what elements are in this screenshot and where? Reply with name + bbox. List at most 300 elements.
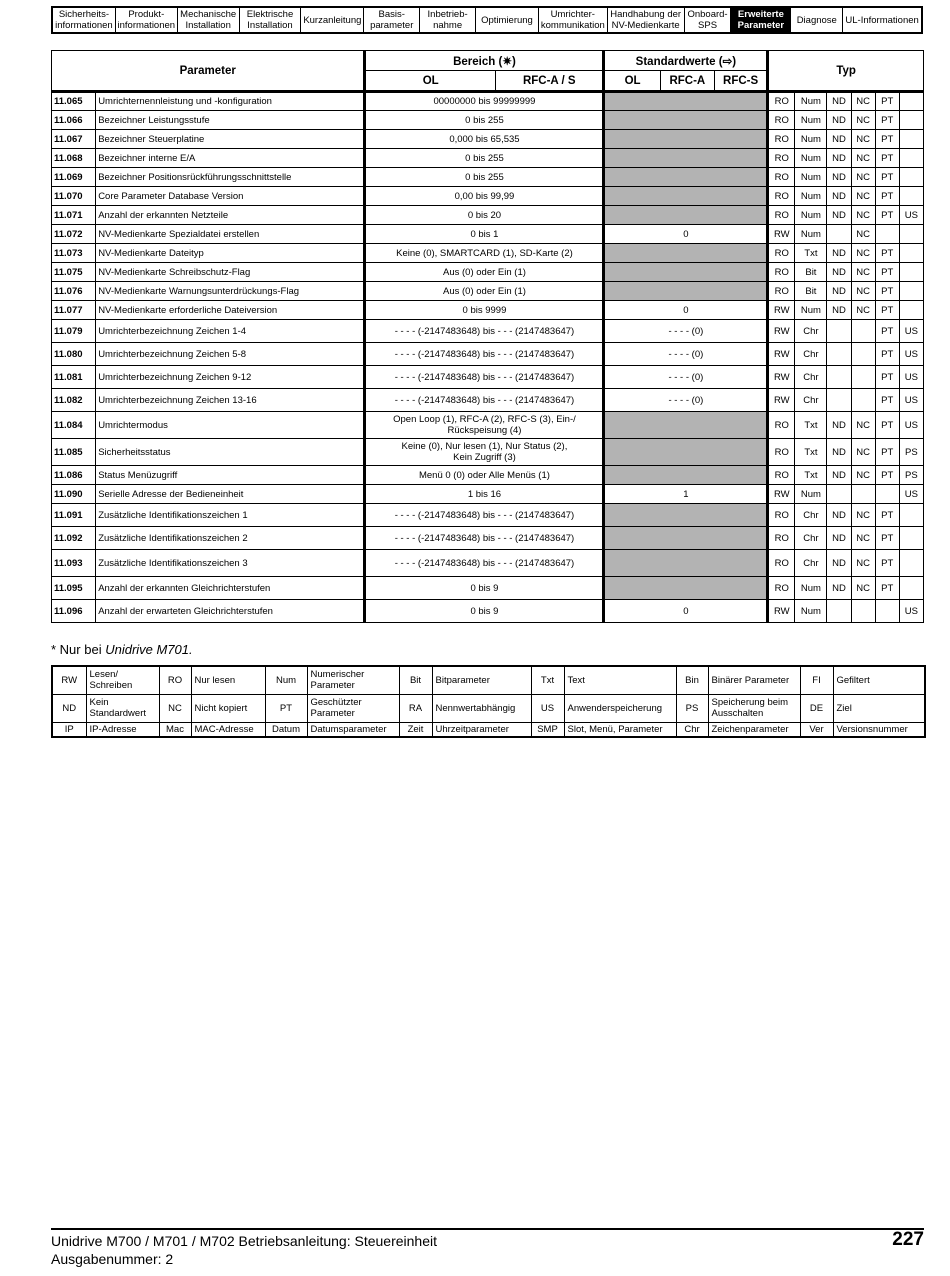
- type-flag: [851, 343, 875, 366]
- type-flag: PT: [875, 550, 899, 577]
- parameter-range: 0 bis 9: [365, 600, 604, 623]
- type-flag: RO: [768, 206, 795, 225]
- default-unavailable: [604, 168, 768, 187]
- type-flag: PT: [875, 111, 899, 130]
- table-row: [52, 343, 924, 366]
- parameter-id: 11.082: [52, 389, 96, 412]
- type-flag: Chr: [795, 550, 827, 577]
- page-number: 227: [892, 1229, 924, 1250]
- type-flag: US: [899, 343, 923, 366]
- legend-abbreviation: Datum: [265, 722, 307, 737]
- parameter-range: 0,000 bis 65,535: [365, 130, 604, 149]
- header-typ: Typ: [768, 51, 924, 92]
- parameter-name: Umrichterbezeichnung Zeichen 9-12: [96, 366, 365, 389]
- type-flag: US: [899, 366, 923, 389]
- legend-description: MAC-Adresse: [191, 722, 265, 737]
- type-flag: US: [899, 206, 923, 225]
- parameter-id: 11.075: [52, 263, 96, 282]
- type-flag: US: [899, 412, 923, 439]
- parameter-range: Aus (0) oder Ein (1): [365, 263, 604, 282]
- nav-tab[interactable]: Produkt- informationen: [116, 8, 178, 32]
- type-flag: [827, 389, 851, 412]
- legend-description: Gefiltert: [833, 666, 925, 694]
- legend-abbreviation: Bit: [399, 666, 432, 694]
- parameter-id: 11.084: [52, 412, 96, 439]
- type-flag: NC: [851, 168, 875, 187]
- table-row: [52, 301, 924, 320]
- type-flag: RO: [768, 168, 795, 187]
- type-flag: RO: [768, 412, 795, 439]
- parameter-range: Aus (0) oder Ein (1): [365, 282, 604, 301]
- parameter-default: 0: [604, 600, 768, 623]
- table-row: [52, 439, 924, 466]
- nav-tab[interactable]: Erweiterte Parameter: [731, 8, 791, 32]
- type-flag: [827, 343, 851, 366]
- legend-description: Uhrzeitparameter: [432, 722, 531, 737]
- type-flag: ND: [827, 301, 851, 320]
- type-flag: Num: [795, 225, 827, 244]
- parameter-default: 0: [604, 225, 768, 244]
- type-flag: RW: [768, 320, 795, 343]
- type-flag: RO: [768, 282, 795, 301]
- type-flag: NC: [851, 130, 875, 149]
- type-flag: Num: [795, 130, 827, 149]
- type-flag: [899, 130, 923, 149]
- default-unavailable: [604, 187, 768, 206]
- type-flag: [875, 225, 899, 244]
- nav-tab[interactable]: Diagnose: [791, 8, 843, 32]
- type-flag: RO: [768, 187, 795, 206]
- parameter-range: 0 bis 255: [365, 149, 604, 168]
- type-flag: RO: [768, 149, 795, 168]
- type-flag: US: [899, 320, 923, 343]
- type-flag: PT: [875, 301, 899, 320]
- type-flag: PT: [875, 412, 899, 439]
- legend-abbreviation: Chr: [676, 722, 708, 737]
- table-row: [52, 149, 924, 168]
- parameter-id: 11.080: [52, 343, 96, 366]
- type-flag: Txt: [795, 412, 827, 439]
- type-flag: RW: [768, 343, 795, 366]
- legend-abbreviation: Bin: [676, 666, 708, 694]
- parameter-name: Anzahl der erwarteten Gleichrichterstufen: [96, 600, 365, 623]
- parameter-range: - - - - (-2147483648) bis - - - (2147483647): [365, 550, 604, 577]
- nav-tab[interactable]: Elektrische Installation: [240, 8, 302, 32]
- parameter-range: - - - - (-2147483648) bis - - - (2147483647): [365, 366, 604, 389]
- default-unavailable: [604, 412, 768, 439]
- type-flag: RO: [768, 504, 795, 527]
- header-default-rfc-a: RFC-A: [660, 71, 714, 92]
- chapter-navigation: [51, 6, 923, 34]
- parameter-range: Keine (0), SMARTCARD (1), SD-Karte (2): [365, 244, 604, 263]
- type-flag: ND: [827, 504, 851, 527]
- type-flag: RO: [768, 92, 795, 111]
- type-flag: [899, 225, 923, 244]
- parameter-id: 11.067: [52, 130, 96, 149]
- parameter-default: - - - - (0): [604, 389, 768, 412]
- type-flag: RO: [768, 527, 795, 550]
- legend-abbreviation: ND: [52, 694, 86, 722]
- parameter-name: Bezeichner interne E/A: [96, 149, 365, 168]
- header-default-ol: OL: [604, 71, 660, 92]
- parameter-default: 1: [604, 485, 768, 504]
- type-flag: ND: [827, 412, 851, 439]
- legend-description: Nennwertabhängig: [432, 694, 531, 722]
- table-row: [52, 485, 924, 504]
- nav-tab[interactable]: Onboard- SPS: [685, 8, 732, 32]
- parameter-range: 0,00 bis 99,99: [365, 187, 604, 206]
- parameter-default: 0: [604, 301, 768, 320]
- table-row: [52, 412, 924, 439]
- parameter-name: Zusätzliche Identifikationszeichen 2: [96, 527, 365, 550]
- default-unavailable: [604, 149, 768, 168]
- parameter-name: NV-Medienkarte Spezialdatei erstellen: [96, 225, 365, 244]
- parameter-name: NV-Medienkarte erforderliche Dateiversion: [96, 301, 365, 320]
- parameter-range: Menü 0 (0) oder Alle Menüs (1): [365, 466, 604, 485]
- legend-abbreviation: PT: [265, 694, 307, 722]
- type-flag: [827, 600, 851, 623]
- footer-rule: [51, 1228, 924, 1230]
- legend-abbreviation: SMP: [531, 722, 564, 737]
- type-flag: Chr: [795, 504, 827, 527]
- type-flag: ND: [827, 577, 851, 600]
- parameter-id: 11.077: [52, 301, 96, 320]
- type-flag: [827, 366, 851, 389]
- legend-abbreviation: RA: [399, 694, 432, 722]
- parameter-id: 11.086: [52, 466, 96, 485]
- type-flag: PT: [875, 439, 899, 466]
- legend-abbreviation: NC: [159, 694, 191, 722]
- type-flag: ND: [827, 111, 851, 130]
- type-flag: PT: [875, 92, 899, 111]
- parameter-range: - - - - (-2147483648) bis - - - (2147483647): [365, 389, 604, 412]
- type-flag: RW: [768, 389, 795, 412]
- parameter-id: 11.072: [52, 225, 96, 244]
- type-flag: Txt: [795, 244, 827, 263]
- type-flag: RW: [768, 600, 795, 623]
- type-flag: NC: [851, 527, 875, 550]
- parameter-range: 0 bis 255: [365, 168, 604, 187]
- parameter-id: 11.065: [52, 92, 96, 111]
- table-row: [52, 504, 924, 527]
- type-flag: ND: [827, 187, 851, 206]
- legend-abbreviation: Zeit: [399, 722, 432, 737]
- nav-tab[interactable]: Handhabung der NV-Medienkarte: [608, 8, 685, 32]
- table-row: [52, 466, 924, 485]
- type-flag: Txt: [795, 439, 827, 466]
- footer-issue: Ausgabenummer: 2: [51, 1251, 174, 1267]
- parameter-default: - - - - (0): [604, 366, 768, 389]
- nav-tab[interactable]: Sicherheits- informationen: [53, 8, 116, 32]
- type-flag: NC: [851, 111, 875, 130]
- type-flag: Num: [795, 187, 827, 206]
- parameter-name: Umrichternennleistung und -konfiguration: [96, 92, 365, 111]
- type-flag: Chr: [795, 366, 827, 389]
- parameter-name: NV-Medienkarte Dateityp: [96, 244, 365, 263]
- type-flag: NC: [851, 263, 875, 282]
- type-flag: Num: [795, 111, 827, 130]
- table-row: [52, 600, 924, 623]
- parameter-range: - - - - (-2147483648) bis - - - (2147483647): [365, 343, 604, 366]
- parameter-default: - - - - (0): [604, 320, 768, 343]
- type-flag: [875, 485, 899, 504]
- legend-abbreviation: RO: [159, 666, 191, 694]
- type-flag: Num: [795, 301, 827, 320]
- type-flag: Num: [795, 600, 827, 623]
- type-flag: Bit: [795, 282, 827, 301]
- legend-table: [51, 665, 926, 738]
- table-row: [52, 244, 924, 263]
- nav-tab[interactable]: Mechanische Installation: [178, 8, 240, 32]
- parameter-id: 11.090: [52, 485, 96, 504]
- parameter-id: 11.076: [52, 282, 96, 301]
- default-unavailable: [604, 206, 768, 225]
- type-flag: PT: [875, 577, 899, 600]
- legend-description: Ziel: [833, 694, 925, 722]
- type-flag: ND: [827, 439, 851, 466]
- type-flag: PT: [875, 130, 899, 149]
- type-flag: US: [899, 485, 923, 504]
- table-row: [52, 168, 924, 187]
- parameter-id: 11.081: [52, 366, 96, 389]
- type-flag: [851, 485, 875, 504]
- type-flag: NC: [851, 466, 875, 485]
- table-row: [52, 206, 924, 225]
- default-unavailable: [604, 282, 768, 301]
- nav-tab[interactable]: Umrichter- kommunikation: [539, 8, 608, 32]
- header-parameter: Parameter: [52, 51, 365, 92]
- legend-abbreviation: DE: [800, 694, 833, 722]
- type-flag: ND: [827, 149, 851, 168]
- type-flag: RO: [768, 439, 795, 466]
- parameter-id: 11.096: [52, 600, 96, 623]
- type-flag: PT: [875, 187, 899, 206]
- type-flag: NC: [851, 504, 875, 527]
- default-unavailable: [604, 466, 768, 485]
- nav-tab[interactable]: Kurzanleitung: [301, 8, 364, 32]
- legend-description: Datumsparameter: [307, 722, 399, 737]
- legend-description: Nicht kopiert: [191, 694, 265, 722]
- type-flag: NC: [851, 149, 875, 168]
- legend-abbreviation: FI: [800, 666, 833, 694]
- type-flag: Chr: [795, 527, 827, 550]
- type-flag: PT: [875, 389, 899, 412]
- type-flag: NC: [851, 244, 875, 263]
- default-unavailable: [604, 92, 768, 111]
- parameter-range: 0 bis 9: [365, 577, 604, 600]
- parameter-name: Zusätzliche Identifikationszeichen 1: [96, 504, 365, 527]
- type-flag: Chr: [795, 389, 827, 412]
- parameter-id: 11.073: [52, 244, 96, 263]
- parameter-id: 11.095: [52, 577, 96, 600]
- legend-description: Numerischer Parameter: [307, 666, 399, 694]
- type-flag: Num: [795, 206, 827, 225]
- legend-description: Lesen/ Schreiben: [86, 666, 159, 694]
- type-flag: [827, 225, 851, 244]
- parameter-name: Umrichterbezeichnung Zeichen 1-4: [96, 320, 365, 343]
- parameter-range: 0 bis 1: [365, 225, 604, 244]
- parameter-range: 0 bis 20: [365, 206, 604, 225]
- type-flag: [899, 282, 923, 301]
- parameter-id: 11.066: [52, 111, 96, 130]
- legend-description: IP-Adresse: [86, 722, 159, 737]
- type-flag: NC: [851, 550, 875, 577]
- nav-tab[interactable]: Inbetrieb- nahme: [420, 8, 476, 32]
- type-flag: PT: [875, 527, 899, 550]
- footnote-text: * Nur bei: [51, 642, 106, 657]
- type-flag: [851, 600, 875, 623]
- default-unavailable: [604, 244, 768, 263]
- type-flag: [899, 301, 923, 320]
- type-flag: PT: [875, 282, 899, 301]
- type-flag: ND: [827, 282, 851, 301]
- legend-description: Text: [564, 666, 676, 694]
- table-row: [52, 111, 924, 130]
- default-unavailable: [604, 263, 768, 282]
- type-flag: RO: [768, 244, 795, 263]
- type-flag: NC: [851, 92, 875, 111]
- parameter-name: Umrichterbezeichnung Zeichen 13-16: [96, 389, 365, 412]
- parameter-table: [51, 50, 924, 623]
- parameter-name: Status Menüzugriff: [96, 466, 365, 485]
- type-flag: Txt: [795, 466, 827, 485]
- type-flag: NC: [851, 412, 875, 439]
- parameter-name: Bezeichner Leistungsstufe: [96, 111, 365, 130]
- parameter-name: Anzahl der erkannten Gleichrichterstufen: [96, 577, 365, 600]
- parameter-name: Core Parameter Database Version: [96, 187, 365, 206]
- type-flag: RW: [768, 301, 795, 320]
- type-flag: NC: [851, 187, 875, 206]
- type-flag: Bit: [795, 263, 827, 282]
- parameter-id: 11.093: [52, 550, 96, 577]
- footer-title: Unidrive M700 / M701 / M702 Betriebsanleitung: Steuereinheit: [51, 1233, 437, 1249]
- legend-description: Zeichenparameter: [708, 722, 800, 737]
- footnote-product: Unidrive M701.: [105, 642, 193, 657]
- parameter-name: Sicherheitsstatus: [96, 439, 365, 466]
- type-flag: RW: [768, 366, 795, 389]
- type-flag: PT: [875, 343, 899, 366]
- legend-description: Bitparameter: [432, 666, 531, 694]
- type-flag: RO: [768, 130, 795, 149]
- type-flag: PT: [875, 263, 899, 282]
- parameter-name: Bezeichner Steuerplatine: [96, 130, 365, 149]
- type-flag: ND: [827, 130, 851, 149]
- parameter-id: 11.068: [52, 149, 96, 168]
- table-row: [52, 263, 924, 282]
- type-flag: [899, 92, 923, 111]
- legend-description: Speicherung beim Ausschalten: [708, 694, 800, 722]
- type-flag: [899, 577, 923, 600]
- default-unavailable: [604, 527, 768, 550]
- header-bereich: Bereich (✷): [365, 51, 604, 71]
- type-flag: [899, 149, 923, 168]
- legend-abbreviation: PS: [676, 694, 708, 722]
- header-bereich-rfc-as: RFC-A / S: [496, 71, 604, 92]
- legend-description: Anwenderspeicherung: [564, 694, 676, 722]
- type-flag: [851, 366, 875, 389]
- header-standardwerte: Standardwerte (⇨): [604, 51, 768, 71]
- parameter-id: 11.071: [52, 206, 96, 225]
- parameter-default: - - - - (0): [604, 343, 768, 366]
- type-flag: ND: [827, 168, 851, 187]
- table-row: [52, 130, 924, 149]
- parameter-name: Anzahl der erkannten Netzteile: [96, 206, 365, 225]
- type-flag: Chr: [795, 343, 827, 366]
- table-row: [52, 320, 924, 343]
- type-flag: ND: [827, 244, 851, 263]
- legend-abbreviation: IP: [52, 722, 86, 737]
- legend-description: Kein Standardwert: [86, 694, 159, 722]
- type-flag: ND: [827, 263, 851, 282]
- parameter-id: 11.092: [52, 527, 96, 550]
- parameter-name: Zusätzliche Identifikationszeichen 3: [96, 550, 365, 577]
- type-flag: NC: [851, 206, 875, 225]
- default-unavailable: [604, 550, 768, 577]
- legend-description: Slot, Menü, Parameter: [564, 722, 676, 737]
- parameter-range: - - - - (-2147483648) bis - - - (2147483647): [365, 504, 604, 527]
- type-flag: [899, 168, 923, 187]
- legend-abbreviation: US: [531, 694, 564, 722]
- type-flag: PT: [875, 504, 899, 527]
- type-flag: [899, 187, 923, 206]
- table-row: [52, 187, 924, 206]
- legend-abbreviation: RW: [52, 666, 86, 694]
- type-flag: Num: [795, 92, 827, 111]
- type-flag: [899, 527, 923, 550]
- default-unavailable: [604, 439, 768, 466]
- type-flag: RO: [768, 263, 795, 282]
- table-row: [52, 389, 924, 412]
- type-flag: Num: [795, 485, 827, 504]
- default-unavailable: [604, 504, 768, 527]
- type-flag: PS: [899, 439, 923, 466]
- parameter-range: 0 bis 255: [365, 111, 604, 130]
- type-flag: US: [899, 600, 923, 623]
- type-flag: [899, 111, 923, 130]
- type-flag: ND: [827, 466, 851, 485]
- nav-tab[interactable]: Optimierung: [476, 8, 539, 32]
- parameter-range: - - - - (-2147483648) bis - - - (2147483647): [365, 527, 604, 550]
- parameter-id: 11.069: [52, 168, 96, 187]
- parameter-id: 11.085: [52, 439, 96, 466]
- type-flag: Chr: [795, 320, 827, 343]
- default-unavailable: [604, 130, 768, 149]
- parameter-range: 0 bis 9999: [365, 301, 604, 320]
- type-flag: RW: [768, 485, 795, 504]
- type-flag: RO: [768, 466, 795, 485]
- type-flag: Num: [795, 168, 827, 187]
- parameter-range: - - - - (-2147483648) bis - - - (2147483647): [365, 320, 604, 343]
- parameter-id: 11.079: [52, 320, 96, 343]
- legend-description: Geschützter Parameter: [307, 694, 399, 722]
- nav-tab[interactable]: Basis- parameter: [364, 8, 420, 32]
- parameter-range: 00000000 bis 99999999: [365, 92, 604, 111]
- parameter-name: NV-Medienkarte Warnungsunterdrückungs-Flag: [96, 282, 365, 301]
- type-flag: RO: [768, 111, 795, 130]
- table-row: [52, 225, 924, 244]
- table-row: [52, 550, 924, 577]
- type-flag: PT: [875, 366, 899, 389]
- type-flag: Num: [795, 577, 827, 600]
- type-flag: [899, 504, 923, 527]
- type-flag: NC: [851, 225, 875, 244]
- type-flag: Num: [795, 149, 827, 168]
- type-flag: NC: [851, 577, 875, 600]
- nav-tab[interactable]: UL-Informationen: [845, 14, 919, 26]
- parameter-name: NV-Medienkarte Schreibschutz-Flag: [96, 263, 365, 282]
- table-row: [52, 366, 924, 389]
- legend-abbreviation: Ver: [800, 722, 833, 737]
